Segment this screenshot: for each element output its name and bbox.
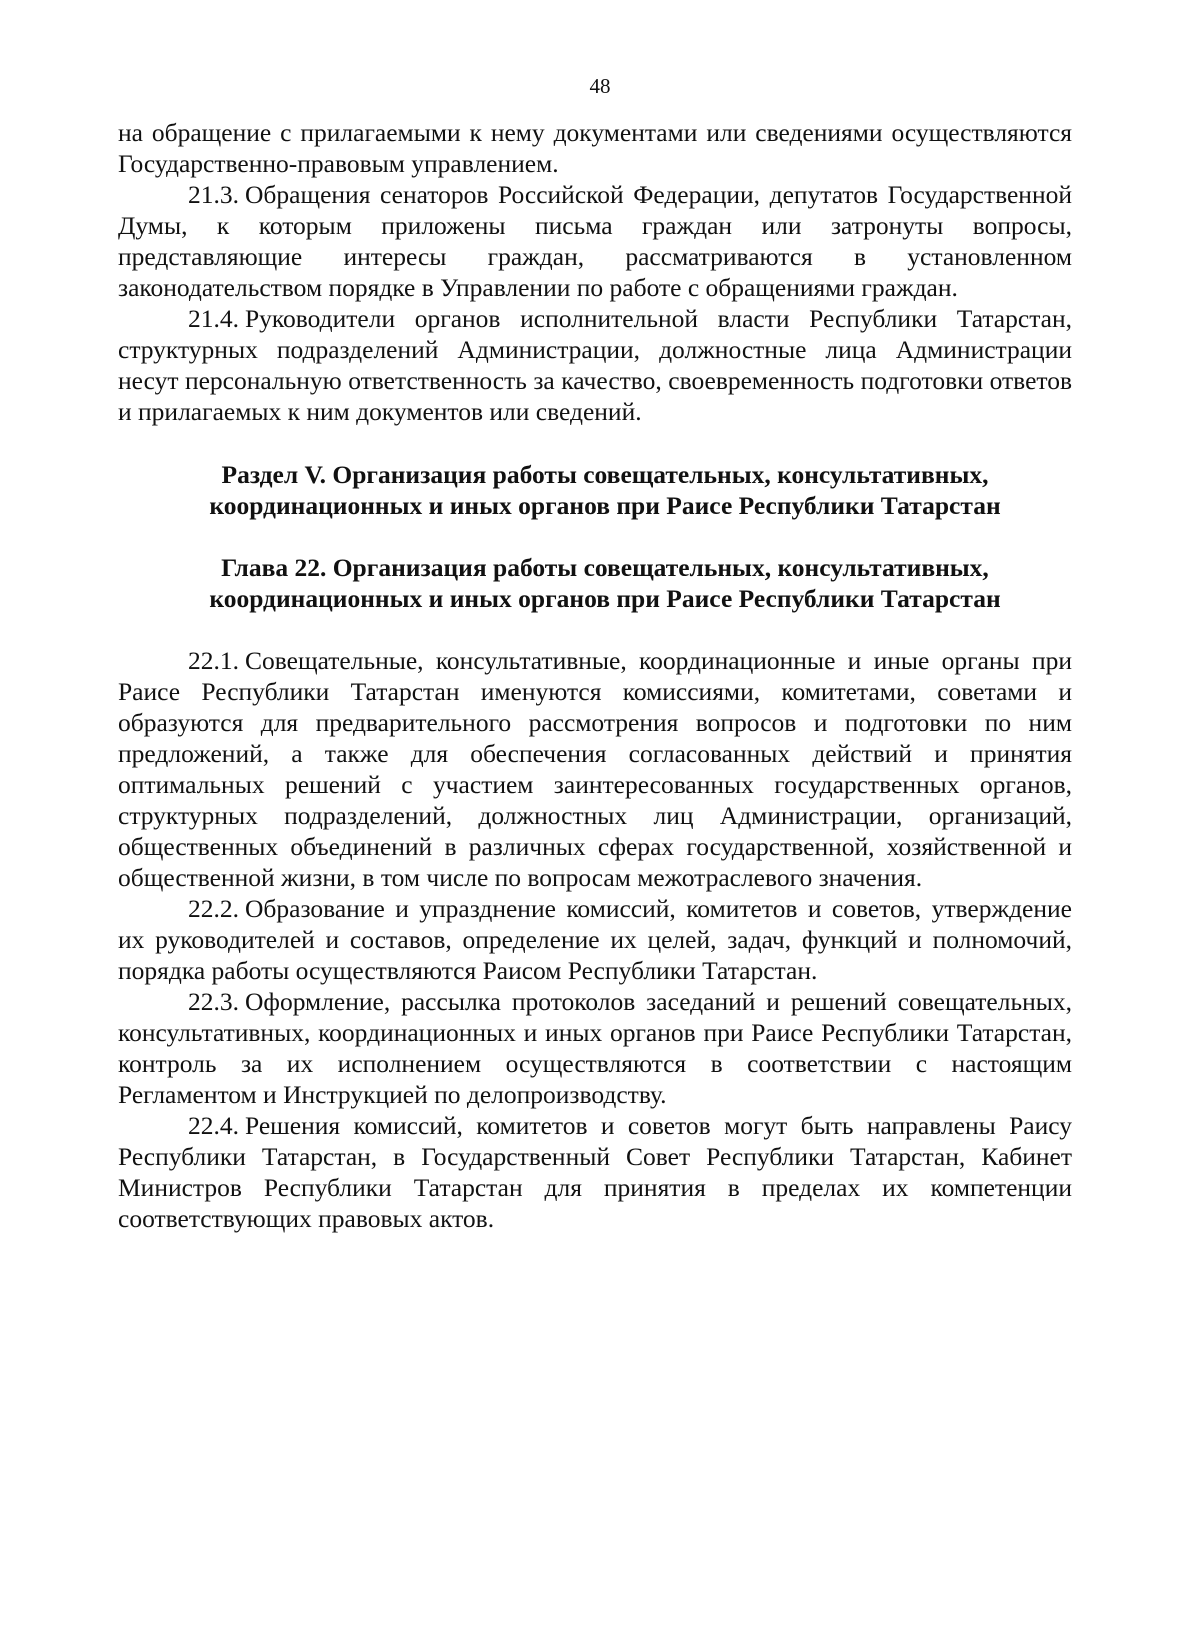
- paragraph-number: 22.2.: [188, 894, 239, 923]
- paragraph-number: 21.4.: [188, 304, 239, 333]
- paragraph-22-1: [118, 645, 1072, 893]
- paragraph-21-4: [118, 303, 1072, 427]
- paragraph-text: Решения комиссий, комитетов и советов могут быть направлены Раису Республики Татарстан, в Государственный Совет Республики Татарстан, Кабинет Министров Республики Татарстан для принятия в пределах их компетенции соответствующих правовых актов.: [118, 1111, 1072, 1233]
- paragraph-22-4: [118, 1110, 1072, 1234]
- paragraph-22-2: [118, 893, 1072, 986]
- paragraph-text: Руководители органов исполнительной власти Республики Татарстан, структурных подразделений Администрации, должностные лица Администрации несут персональную ответственность за качество, своевременность подготовки ответов и прилагаемых к ним документов или сведений.: [118, 304, 1072, 426]
- paragraph-text: Обращения сенаторов Российской Федерации, депутатов Государственной Думы, к которым приложены письма граждан или затронуты вопросы, представляющие интересы граждан, рассматриваются в установленном законодательством порядке в Управлении по работе с обращениями граждан.: [118, 180, 1072, 302]
- paragraph-number: 22.3.: [188, 987, 239, 1016]
- section-heading-line-2: координационных и иных органов при Раисе Республики Татарстан: [209, 491, 1001, 520]
- paragraph-22-3: [118, 986, 1072, 1110]
- paragraph-21-3: [118, 179, 1072, 303]
- chapter-heading: [118, 552, 1072, 614]
- paragraph-text: Совещательные, консультативные, координационные и иные органы при Раисе Республики Татарстан именуются комиссиями, комитетами, советами и образуются для предварительного рассмотрения вопросов и подготовки по ним предложений, а также для обеспечения согласованных действий и принятия оптимальных решений с участием заинтересованных государственных органов, структурных подразделений, должностных лиц Администрации, организаций, общественных объединений в различных сферах государственной, хозяйственной и общественной жизни, в том числе по вопросам межотраслевого значения.: [118, 646, 1072, 892]
- document-body: [118, 117, 1072, 1234]
- section-heading-line-1: Раздел V. Организация работы совещательных, консультативных,: [221, 460, 989, 489]
- chapter-heading-line-2: координационных и иных органов при Раисе Республики Татарстан: [209, 584, 1001, 613]
- paragraph-number: 22.1.: [188, 646, 239, 675]
- paragraph-text: Образование и упразднение комиссий, комитетов и советов, утверждение их руководителей и составов, определение их целей, задач, функций и полномочий, порядка работы осуществляются Раисом Республики Татарстан.: [118, 894, 1072, 985]
- paragraph-number: 22.4.: [188, 1111, 239, 1140]
- paragraph-number: 21.3.: [188, 180, 239, 209]
- section-heading: [118, 459, 1072, 521]
- chapter-heading-line-1: Глава 22. Организация работы совещательных, консультативных,: [221, 553, 989, 582]
- paragraph-text: Оформление, рассылка протоколов заседаний и решений совещательных, консультативных, координационных и иных органов при Раисе Республики Татарстан, контроль за их исполнением осуществляются в соответствии с настоящим Регламентом и Инструкцией по делопроизводству.: [118, 987, 1072, 1109]
- page-number: 48: [589, 74, 611, 98]
- intro-paragraph: на обращение с прилагаемыми к нему документами или сведениями осуществляются Государственно-правовым управлением.: [118, 118, 1072, 178]
